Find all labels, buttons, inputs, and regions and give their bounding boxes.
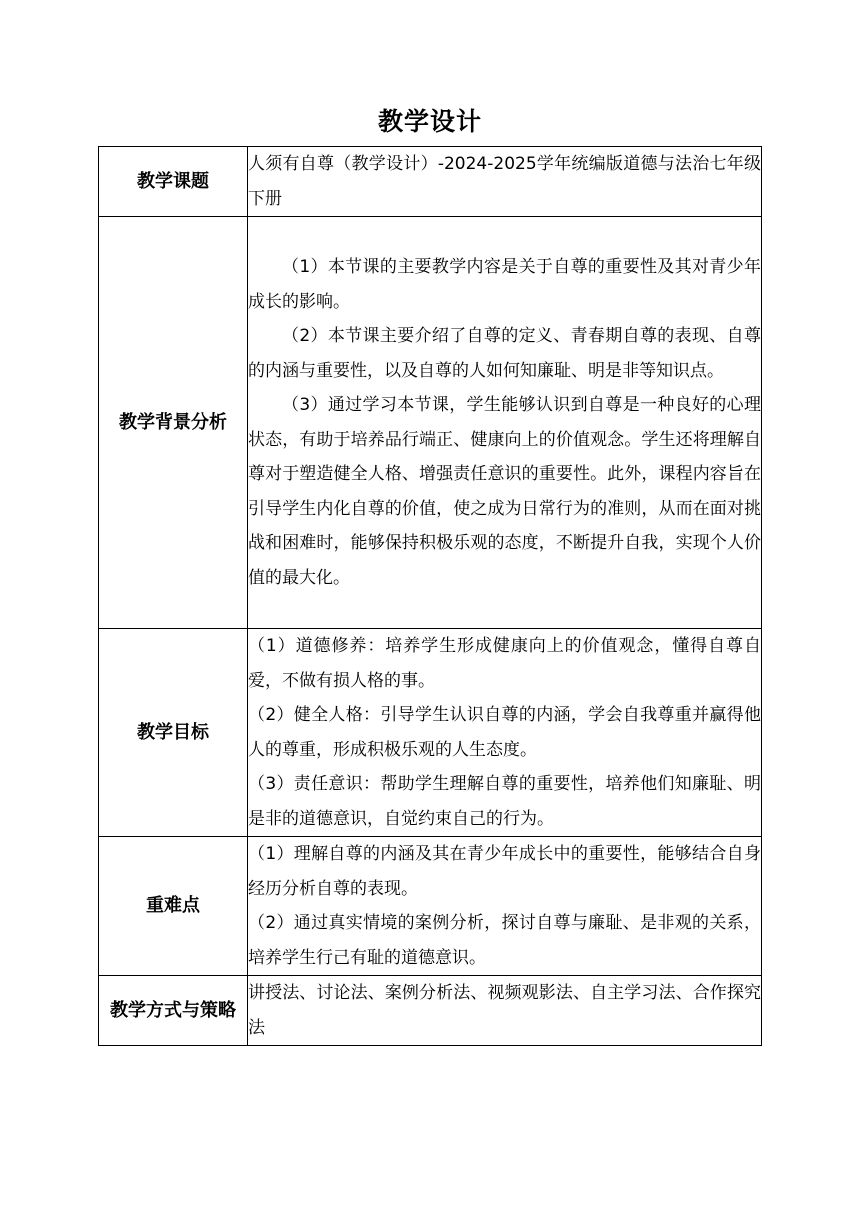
objective-3: （3）责任意识：帮助学生理解自尊的重要性，培养他们知廉耻、明是非的道德意识，自觉约束自己的行为。	[248, 774, 761, 829]
label-background-analysis: 教学背景分析	[99, 217, 248, 629]
key-difficulty-2: （2）通过真实情境的案例分析，探讨自尊与廉耻、是非观的关系，培养学生行己有耻的道德意识。	[248, 913, 761, 968]
methods-text: 讲授法、讨论法、案例分析法、视频观影法、自主学习法、合作探究法	[248, 983, 761, 1038]
objective-1: （1）道德修养：培养学生形成健康向上的价值观念，懂得自尊自爱，不做有损人格的事。	[248, 636, 761, 691]
label-methods-strategies: 教学方式与策略	[99, 976, 248, 1046]
content-lesson-topic	[248, 147, 762, 217]
objective-2: （2）健全人格：引导学生认识自尊的内涵，学会自我尊重并赢得他人的尊重，形成积极乐观的人生态度。	[248, 705, 761, 760]
content-background-analysis	[248, 217, 762, 629]
row-background-analysis	[99, 217, 762, 629]
background-paragraph-2: （2）本节课主要介绍了自尊的定义、青春期自尊的表现、自尊的内涵与重要性，以及自尊的人如何知廉耻、明是非等知识点。	[248, 326, 761, 381]
label-key-difficulties: 重难点	[99, 837, 248, 976]
row-key-difficulties	[99, 837, 762, 976]
label-lesson-topic: 教学课题	[99, 147, 248, 217]
label-teaching-objectives: 教学目标	[99, 629, 248, 837]
row-teaching-objectives	[99, 629, 762, 837]
row-lesson-topic	[99, 147, 762, 217]
lesson-plan-table	[98, 146, 762, 1046]
background-paragraph-3: （3）通过学习本节课，学生能够认识到自尊是一种良好的心理状态，有助于培养品行端正、健康向上的价值观念。学生还将理解自尊对于塑造健全人格、增强责任意识的重要性。此外，课程内容旨在引导学生内化自尊的价值，使之成为日常行为的准则，从而在面对挑战和困难时，能够保持积极乐观的态度，不断提升自我，实现个人价值的最大化。	[248, 395, 761, 588]
row-methods-strategies	[99, 976, 762, 1046]
lesson-topic-text: 人须有自尊（教学设计）-2024-2025学年统编版道德与法治七年级下册	[248, 154, 761, 209]
key-difficulty-1: （1）理解自尊的内涵及其在青少年成长中的重要性，能够结合自身经历分析自尊的表现。	[248, 844, 761, 899]
page-title: 教学设计	[377, 107, 482, 136]
background-paragraph-1: （1）本节课的主要教学内容是关于自尊的重要性及其对青少年成长的影响。	[248, 257, 761, 312]
content-teaching-objectives	[248, 629, 762, 837]
content-key-difficulties	[248, 837, 762, 976]
content-methods-strategies	[248, 976, 762, 1046]
